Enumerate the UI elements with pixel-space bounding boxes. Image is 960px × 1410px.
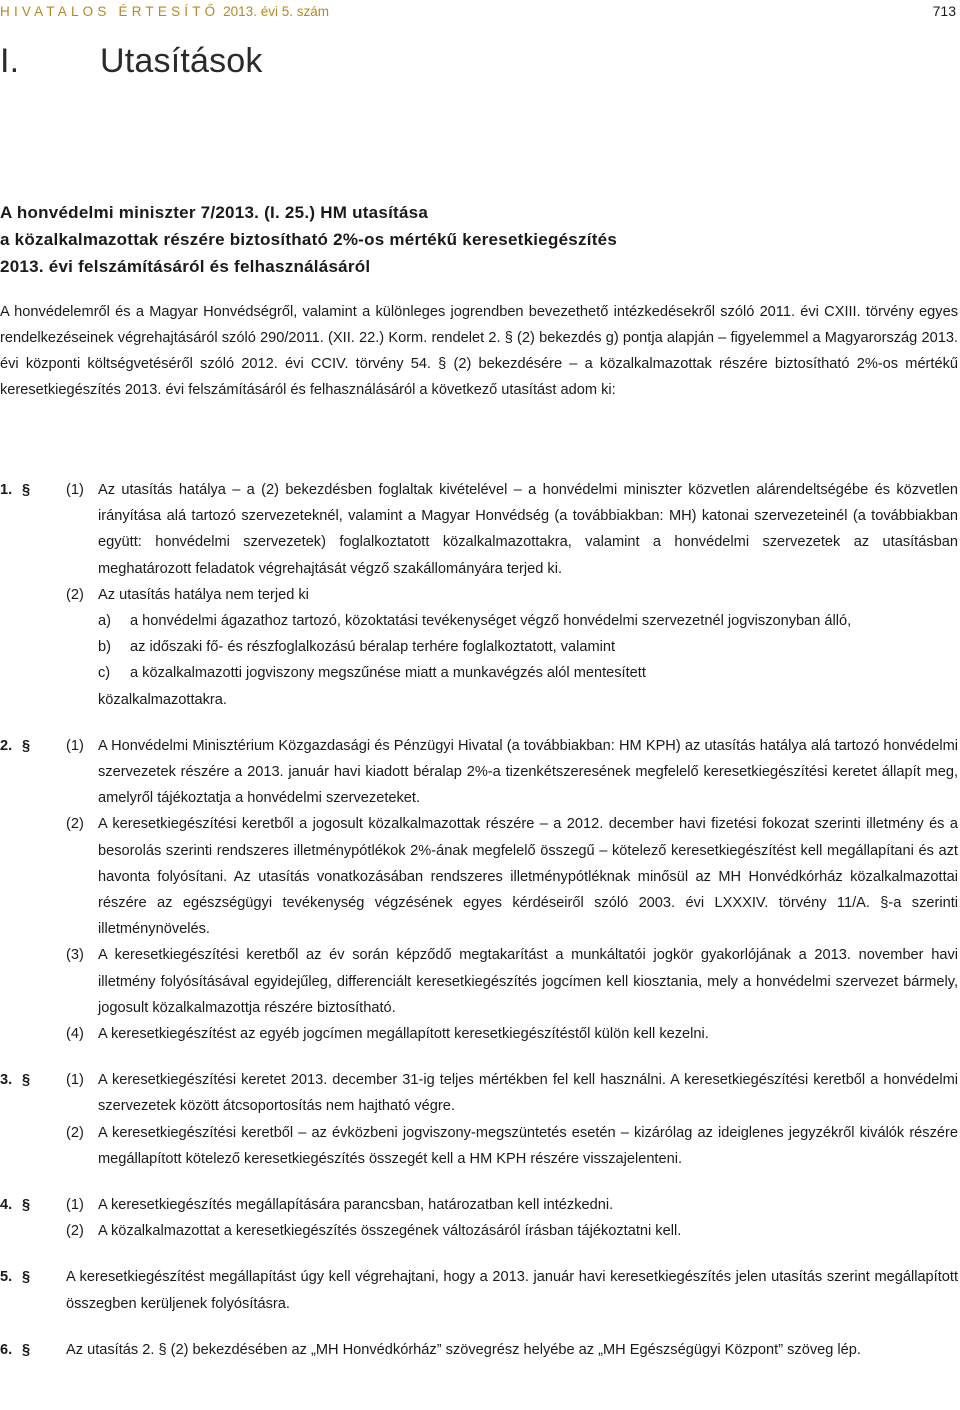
paragraph-number: (2) bbox=[66, 816, 84, 833]
articles bbox=[0, 477, 960, 1363]
paragraph-number: (2) bbox=[66, 586, 84, 603]
paragraph-number: (1) bbox=[66, 737, 84, 754]
article-number: 4. bbox=[0, 1197, 13, 1214]
page-number: 713 bbox=[932, 3, 956, 19]
list-item-text: a közalkalmazotti jogviszony megszűnése miatt a munkavégzés alól mentesített bbox=[130, 665, 646, 682]
paragraph-text: A keresetkiegészítést megállapítást úgy kell végrehajtani, hogy a 2013. január havi keresetkiegészítés jelen utasítás szerint megállapított összegben kerüljenek folyósításra. bbox=[66, 1269, 958, 1312]
article-number: 5. bbox=[0, 1269, 13, 1286]
article-2-paragraph-2 bbox=[0, 811, 960, 942]
article-number: 6. bbox=[0, 1341, 13, 1358]
spacer bbox=[0, 1244, 960, 1264]
article-2 bbox=[0, 733, 960, 812]
list-tail: közalkalmazottakra. bbox=[98, 691, 227, 708]
document-title-line-1: A honvédelmi miniszter 7/2013. (I. 25.) HM utasítása bbox=[0, 203, 429, 222]
article-5 bbox=[0, 1264, 960, 1316]
article-3-paragraph-2 bbox=[0, 1120, 960, 1172]
spacer bbox=[0, 1317, 960, 1337]
document-title-line-2: a közalkalmazottak részére biztosítható 2%-os mértékű keresetkiegészítés bbox=[0, 230, 618, 249]
section-sign: § bbox=[22, 1197, 31, 1214]
section-roman-numeral: I. bbox=[0, 42, 20, 80]
section-name: Utasítások bbox=[100, 42, 263, 80]
paragraph-text: A keresetkiegészítési keretből – az évközbeni jogviszony-megszüntetés esetén – kizárólag az ideiglenes jegyzékről kiválók részére megállapított kötelező keresetkiegészítés összegét kell a HM KPH részére visszajelenteni. bbox=[98, 1124, 958, 1167]
list-item-label: b) bbox=[98, 639, 111, 656]
paragraph-number: (2) bbox=[66, 1124, 84, 1141]
list-item bbox=[98, 634, 960, 660]
section-sign: § bbox=[22, 1072, 31, 1089]
spacer bbox=[0, 1047, 960, 1067]
article-number: 3. bbox=[0, 1072, 13, 1089]
paragraph-number: (2) bbox=[66, 1223, 84, 1240]
paragraph-text: A keresetkiegészítést az egyéb jogcímen megállapított keresetkiegészítéstől külön kell kezelni. bbox=[98, 1026, 709, 1043]
article-4-paragraph-2 bbox=[0, 1218, 960, 1244]
article-number: 2. bbox=[0, 737, 13, 754]
paragraph-text: A keresetkiegészítés megállapítására parancsban, határozatban kell intézkedni. bbox=[98, 1197, 614, 1214]
list-item-label: c) bbox=[98, 665, 111, 682]
list-item-text: az időszaki fő- és részfoglalkozású béralap terhére foglalkoztatott, valamint bbox=[130, 639, 616, 656]
paragraph-text: Az utasítás hatálya – a (2) bekezdésben foglaltak kivételével – a honvédelmi miniszter közvetlen alárendeltségébe és közvetlen irányítása alá tartozó szervezeteknél, valamint a Magyar Honvédség (a továbbiakban: MH) katonai szervezeteinél (a továbbiakban együtt: honvédelmi szervezetek) foglalkoztatott közalkalmazottakra, valamint a honvédelmi szervezetek az utasításban meghatározott feladatok végrehajtását végző szakállományára terjed ki. bbox=[98, 482, 958, 577]
document-title bbox=[0, 199, 960, 280]
paragraph-text: Az utasítás 2. § (2) bekezdésében az „MH Honvédkórház” szövegrész helyébe az „MH Egészségügyi Központ” szöveg lép. bbox=[66, 1341, 861, 1358]
preamble: A honvédelemről és a Magyar Honvédségről, valamint a különleges jogrendben bevezethető intézkedésekről szóló 2011. évi CXIII. törvény egyes rendelkezéseinek végrehajtásáról szóló 290/2011. (XII. 22.) Korm. rendelet 2. § (2) bekezdés g) pontja alapján – figyelemmel a Magyarország 2013. évi központi költségvetéséről szóló 2012. évi CCIV. törvény 54. § (2) bekezdésére – a közalkalmazottak részére biztosítható 2%-os mértékű keresetkiegészítés 2013. évi felszámításáról és felhasználásáról a következő utasítást adom ki: bbox=[0, 304, 958, 398]
section-sign: § bbox=[22, 737, 31, 754]
running-header bbox=[0, 0, 956, 22]
article-1-paragraph-2 bbox=[0, 582, 960, 608]
header-left bbox=[0, 4, 329, 19]
document-title-line-3: 2013. évi felszámításáról és felhasználásáról bbox=[0, 257, 371, 276]
article-number: 1. bbox=[0, 482, 13, 498]
article-3 bbox=[0, 1067, 960, 1119]
issue-label: 2013. évi 5. szám bbox=[223, 3, 329, 19]
list-item bbox=[98, 660, 960, 686]
paragraph-text: Az utasítás hatálya nem terjed ki bbox=[98, 586, 309, 603]
spacer bbox=[0, 1172, 960, 1192]
section-sign: § bbox=[22, 1269, 31, 1286]
section-title bbox=[0, 42, 263, 81]
article-1 bbox=[0, 477, 960, 582]
spacer bbox=[0, 713, 960, 733]
paragraph-number: (3) bbox=[66, 947, 84, 964]
paragraph-text: A Honvédelmi Minisztérium Közgazdasági és Pénzügyi Hivatal (a továbbiakban: HM KPH) az utasítás hatálya alá tartozó honvédelmi szervezetek részére a 2013. január havi kiadott béralap 2%-a tizenkétszeresének megfelelő keresetkiegészítési keretet állapít meg, amelyről tájékoztatja a honvédelmi szervezeteket. bbox=[98, 737, 958, 807]
article-6 bbox=[0, 1337, 960, 1363]
paragraph-number: (4) bbox=[66, 1026, 84, 1043]
list-item-text: a honvédelmi ágazathoz tartozó, közoktatási tevékenységet végző honvédelmi szervezetnél jogviszonyban álló, bbox=[130, 613, 852, 630]
paragraph-number: (1) bbox=[66, 1072, 84, 1089]
paragraph-text: A keresetkiegészítési keretből az év során képződő megtakarítást a munkáltatói jogkör gyakorlójának a 2013. november havi illetmény folyósításával egyidejűleg, differenciált keresetkiegészítés jogcímen kell kiosztania, mely a honvédelmi szervezet bármely, jogosult közalkalmazottja részére biztosítható. bbox=[98, 947, 958, 1016]
paragraph-text: A közalkalmazottat a keresetkiegészítés összegének változásáról írásban tájékoztatni kell. bbox=[98, 1223, 682, 1240]
list-item bbox=[98, 608, 960, 634]
publication-name: HIVATALOS ÉRTESÍTŐ bbox=[0, 3, 220, 19]
paragraph-number: (1) bbox=[66, 1197, 84, 1214]
section-sign: § bbox=[22, 482, 31, 498]
paragraph-text: A keresetkiegészítési keretből a jogosult közalkalmazottak részére – a 2012. december havi fizetési fokozat szerinti illetmény és a besorolás szerinti rendszeres illetménypótlékok 2%-ának megfelelő összegű – kötelező keresetkiegészítést kell megállapítani és azt havonta folyósítani. Az utasítás vonatkozásában rendszeres illetménypótléknak minősül az MH Honvédkórház közalkalmazottai részére az egészségügyi tevékenység végzésének egyes kérdéseiről szóló 2003. évi LXXXIV. törvény 11/A. §-a szerinti illetménynövelés. bbox=[98, 816, 958, 938]
paragraph-number: (1) bbox=[66, 482, 84, 498]
section-sign: § bbox=[22, 1341, 31, 1358]
list-item-label: a) bbox=[98, 613, 111, 630]
article-2-paragraph-3 bbox=[0, 942, 960, 1021]
paragraph-text: A keresetkiegészítési keretet 2013. december 31-ig teljes mértékben fel kell használni. A keresetkiegészítési keretből a honvédelmi szervezetek között átcsoportosítás nem hajtható végre. bbox=[98, 1072, 958, 1115]
article-2-paragraph-4 bbox=[0, 1021, 960, 1047]
article-4 bbox=[0, 1192, 960, 1218]
